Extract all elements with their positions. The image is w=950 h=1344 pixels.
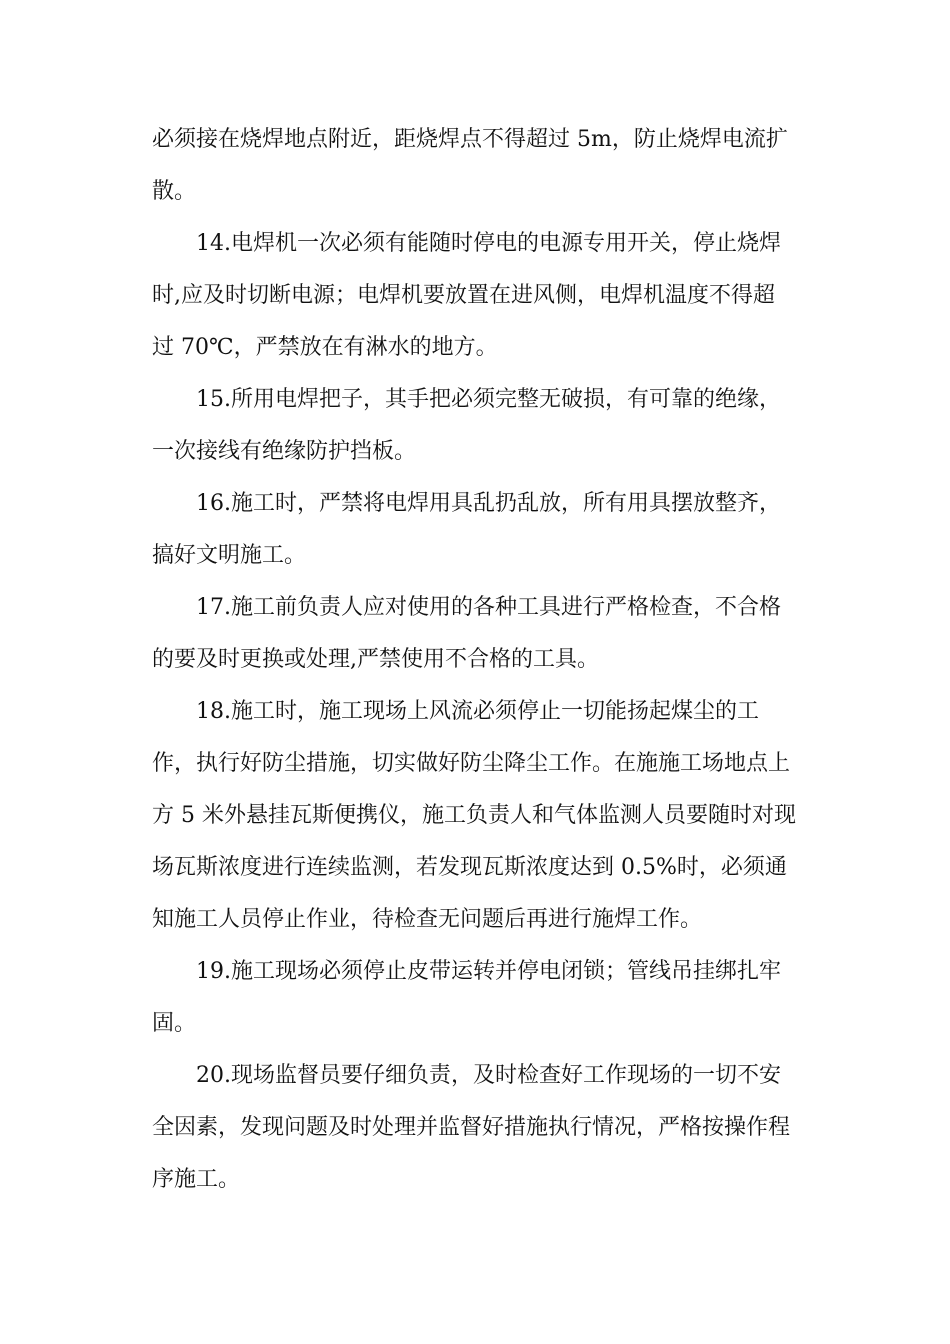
text-line: 场瓦斯浓度进行连续监测，若发现瓦斯浓度达到 0.5%时，必须通 — [152, 855, 787, 880]
text-line: 一次接线有绝缘防护挡板。 — [152, 439, 417, 464]
text-line: 全因素，发现问题及时处理并监督好措施执行情况，严格按操作程 — [152, 1115, 791, 1140]
text-line: 知施工人员停止作业，待检查无问题后再进行施焊工作。 — [152, 907, 703, 932]
text-line: 17.施工前负责人应对使用的各种工具进行严格检查，不合格 — [196, 595, 781, 620]
text-line: 过 70℃，严禁放在有淋水的地方。 — [152, 335, 498, 360]
text-line: 的要及时更换或处理,严禁使用不合格的工具。 — [152, 647, 599, 672]
document-body — [152, 114, 812, 1206]
text-line: 15.所用电焊把子，其手把必须完整无破损，有可靠的绝缘， — [196, 387, 781, 412]
text-line: 时,应及时切断电源；电焊机要放置在进风侧，电焊机温度不得超 — [152, 283, 775, 308]
paragraph-p13-cont — [152, 114, 812, 218]
text-line: 19.施工现场必须停止皮带运转并停电闭锁；管线吊挂绑扎牢 — [196, 959, 781, 984]
text-line: 必须接在烧焊地点附近，距烧焊点不得超过 5m，防止烧焊电流扩 — [152, 127, 788, 152]
text-line: 16.施工时，严禁将电焊用具乱扔乱放，所有用具摆放整齐， — [196, 491, 781, 516]
paragraph-p19 — [152, 946, 812, 1050]
text-line: 14.电焊机一次必须有能随时停电的电源专用开关，停止烧焊 — [196, 231, 781, 256]
text-line: 固。 — [152, 1011, 197, 1036]
paragraph-p18 — [152, 686, 812, 946]
paragraph-p15 — [152, 374, 812, 478]
text-line: 搞好文明施工。 — [152, 543, 307, 568]
paragraph-p14 — [152, 218, 812, 374]
text-line: 方 5 米外悬挂瓦斯便携仪，施工负责人和气体监测人员要随时对现 — [152, 803, 796, 828]
paragraph-p16 — [152, 478, 812, 582]
text-line: 18.施工时，施工现场上风流必须停止一切能扬起煤尘的工 — [196, 699, 759, 724]
text-line: 散。 — [152, 179, 197, 204]
paragraph-p17 — [152, 582, 812, 686]
paragraph-p20 — [152, 1050, 812, 1206]
text-line: 作，执行好防尘措施，切实做好防尘降尘工作。在施施工场地点上 — [152, 751, 791, 776]
text-line: 20.现场监督员要仔细负责，及时检查好工作现场的一切不安 — [196, 1063, 781, 1088]
text-line: 序施工。 — [152, 1167, 241, 1192]
